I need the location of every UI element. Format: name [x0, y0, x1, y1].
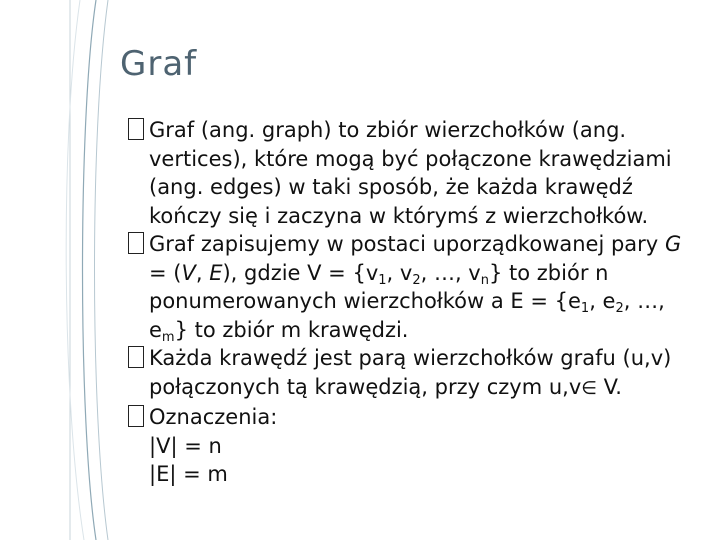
slide-title: Graf [120, 44, 198, 84]
math-mid: , …, e [149, 289, 665, 342]
subscript: m [161, 329, 175, 345]
math-E: E [209, 260, 223, 285]
item-text-lead: Graf zapisujemy w postaci uporządkowanej pary [149, 232, 659, 256]
math-V: V [181, 260, 196, 285]
math-G: G [664, 232, 682, 256]
subscript: 1 [378, 272, 387, 288]
item-text: Każda krawędź jest parą wierzchołków grafu (u,v) połączonych tą krawędzią, przy czym u,v [149, 346, 672, 399]
item-text: Oznaczenia: [149, 405, 278, 429]
bullet-box-icon [128, 405, 144, 427]
math-comma: , [195, 260, 210, 285]
notation-line: |E| = m [149, 462, 228, 486]
subscript: 1 [580, 301, 590, 316]
math-mid: , v [386, 260, 413, 285]
item-text: Graf (ang. graph) to zbiór wierzchołków (ang. vertices), które mogą być połączone krawędziami (ang. edges) w taki sposób, że każda krawędź kończy się i zaczyna w którymś z wierzchołków. [149, 118, 672, 228]
subscript: 2 [615, 301, 624, 316]
item-text: } to zbiór n ponumerowanych wierzchołków a E = {e [149, 260, 609, 313]
item-text: } to zbiór m krawędzi. [174, 317, 409, 342]
list-item [128, 116, 700, 230]
list-item [128, 403, 700, 489]
bullet-box-icon [128, 346, 144, 368]
list-item [128, 344, 700, 403]
element-of-symbol: ∈ [581, 377, 597, 399]
math-close: ), gdzie V = {v [222, 260, 379, 285]
item-text: V. [596, 374, 622, 399]
bullet-box-icon [128, 118, 144, 140]
subscript: 2 [412, 272, 421, 288]
notation-line: |V| = n [149, 433, 222, 458]
bullet-box-icon [128, 232, 144, 254]
math-mid: , …, v [420, 260, 481, 285]
math-eq: = ( [149, 260, 182, 285]
subscript: n [480, 272, 489, 288]
list-item [128, 230, 700, 344]
bullet-list [128, 116, 700, 489]
math-mid: , e [589, 289, 616, 313]
